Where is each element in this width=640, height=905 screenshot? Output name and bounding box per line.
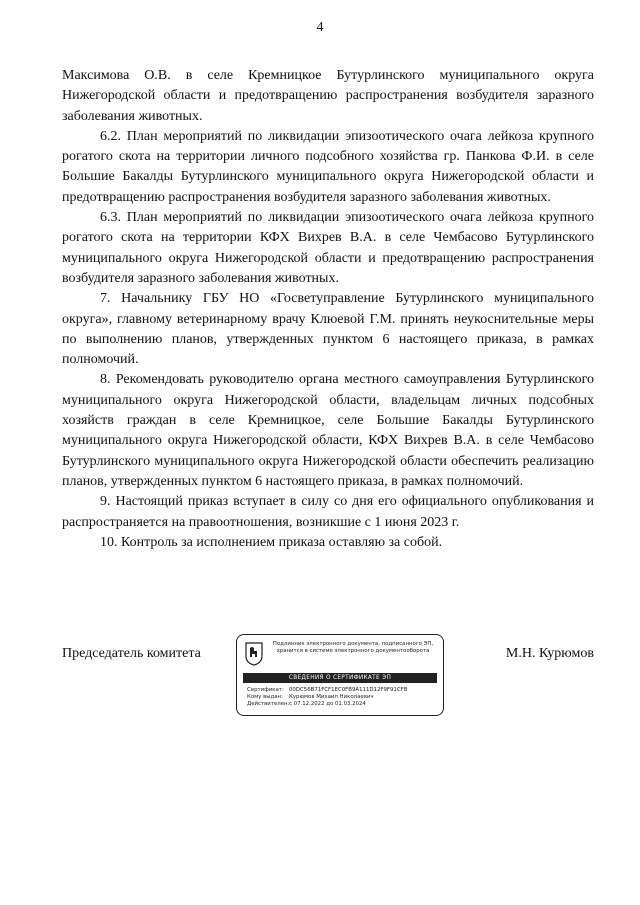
issued-to-label: Кому выдан: [247,694,283,700]
issued-to-row [247,694,374,701]
certificate-row [247,687,407,694]
paragraph: 9. Настоящий приказ вступает в силу со дня его официального опубликования и распространяется на правоотношения, возникшие с 1 июня 2023 г. [62,494,594,530]
issued-to-value: Курюмов Михаил Николаевич [289,694,374,700]
e-signature-stamp [236,634,444,716]
certificate-label: Сертификат: [247,687,284,693]
document-body [62,66,594,553]
signatory-name: М.Н. Курюмов [505,646,594,661]
paragraph: Максимова О.В. в селе Кремницкое Бутурлинского муниципального округа Нижегородской области и предотвращению распространения возбудителя заразного заболевания животных. [62,68,594,124]
certificate-value: 00DC56B71FCF1EC0FB9A111D12F9F91CFB [289,687,408,693]
page-number: 4 [316,20,324,35]
paragraph: 8. Рекомендовать руководителю органа местного самоуправления Бутурлинского муниципального округа Нижегородской области, владельцам личных подсобных хозяйств граждан в селе Кремницкое, селе Большие Бакалды Бутурлинского муниципального округа Нижегородской области, КФХ Вихрев В.А. в селе Чембасово Бутурлинского муниципального округа Нижегородской области обеспечить реализацию планов, утвержденных пунктом 6 настоящего приказа, в рамках полномочий. [62,372,594,489]
coat-of-arms-icon [245,642,263,666]
valid-label: Действителен: [247,701,290,707]
paragraph: 7. Начальнику ГБУ НО «Госветуправление Бутурлинского муниципального округа», главному ветеринарному врачу Клюевой Г.М. принять неукоснительные меры по выполнению планов, утвержденных пунктом 6 настоящего приказа, в рамках полномочий. [62,291,594,368]
paragraph: 6.3. План мероприятий по ликвидации эпизоотического очага лейкоза крупного рогатого скота на территории КФХ Вихрев В.А. в селе Чембасово Бутурлинского муниципального округа Нижегородской области и предотвращению распространения возбудителя заразного заболевания животных. [62,210,594,286]
valid-row [247,701,366,708]
paragraph: 10. Контроль за исполнением приказа оставляю за собой. [100,534,443,550]
stamp-notice: Подлинник электронного документа, подписанного ЭП, хранится в системе электронного документооборота [272,641,434,654]
valid-value: с 07.12.2022 до 01.03.2024 [289,701,366,707]
stamp-title: СВЕДЕНИЯ О СЕРТИФИКАТЕ ЭП [243,673,437,683]
paragraph: 6.2. План мероприятий по ликвидации эпизоотического очага лейкоза крупного рогатого скота на территории личного подсобного хозяйства гр. Панкова Ф.И. в селе Большие Бакалды Бутурлинского муниципального округа Нижегородской области и предотвращению распространения возбудителя заразного заболевания животных. [62,128,594,205]
signatory-title: Председатель комитета [62,646,201,661]
